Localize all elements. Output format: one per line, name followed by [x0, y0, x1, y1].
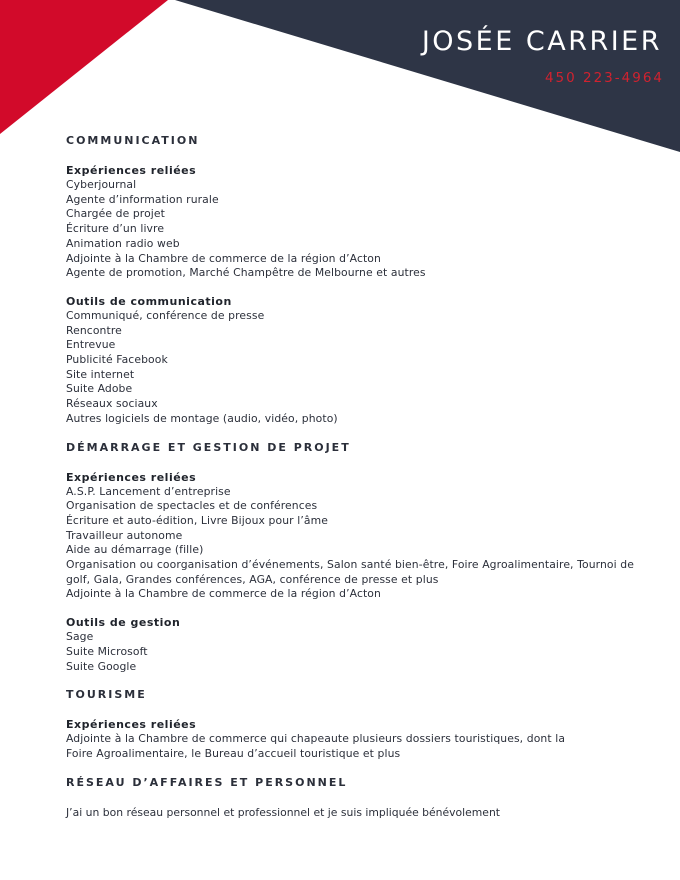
section-project-management: [66, 441, 636, 675]
section-title: RÉSEAU D’AFFAIRES ET PERSONNEL: [66, 775, 348, 789]
group-tools: [66, 616, 636, 674]
list-item: Aide au démarrage (fille): [66, 543, 204, 557]
section-title: TOURISME: [66, 688, 147, 702]
list-item: Entrevue: [66, 338, 116, 352]
section-network: [66, 776, 636, 821]
list-item: Suite Google: [66, 659, 137, 673]
list-item: Travailleur autonome: [66, 528, 183, 542]
section-title: COMMUNICATION: [66, 134, 200, 147]
list-item: Réseaux sociaux: [66, 397, 158, 411]
list-item: Organisation de spectacles et de conférences: [66, 499, 318, 513]
list-item: Cyberjournal: [66, 178, 137, 191]
group-title: Outils de gestion: [66, 616, 181, 630]
phone-number: 450 223-4964: [544, 70, 664, 86]
group-experiences: [66, 164, 636, 281]
group-title: Expériences reliées: [66, 164, 197, 177]
group-tools: [66, 295, 636, 427]
section-communication: [66, 134, 636, 427]
list-item: Adjointe à la Chambre de commerce qui chapeaute plusieurs dossiers touristiques, dont la Foire Agroalimentaire, le Bureau d’accueil touristique et plus: [66, 732, 566, 760]
section-title: DÉMARRAGE ET GESTION DE PROJET: [66, 440, 351, 454]
list-item: Agente d’information rurale: [66, 192, 219, 206]
list-item: Adjointe à la Chambre de commerce de la région d’Acton: [66, 587, 381, 601]
list-item: A.S.P. Lancement d’entreprise: [66, 484, 231, 498]
list-item: Publicité Facebook: [66, 353, 168, 367]
list-item: Suite Microsoft: [66, 644, 148, 658]
list-item: Suite Adobe: [66, 382, 133, 396]
list-item: Adjointe à la Chambre de commerce de la région d’Acton: [66, 251, 381, 265]
candidate-name: JOSÉE CARRIER: [421, 26, 662, 57]
network-paragraph: J’ai un bon réseau personnel et professionnel et je suis impliquée bénévolement: [66, 805, 501, 819]
list-item: Communiqué, conférence de presse: [66, 308, 265, 322]
list-item: Autres logiciels de montage (audio, vidéo, photo): [66, 411, 338, 425]
list-item: Animation radio web: [66, 236, 180, 250]
list-item: Sage: [66, 630, 94, 644]
list-item: Rencontre: [66, 323, 122, 337]
list-item: Écriture d’un livre: [66, 222, 165, 236]
group-title: Expériences reliées: [66, 470, 197, 484]
section-tourism: [66, 688, 636, 761]
group-experiences: [66, 718, 636, 761]
group-title: Expériences reliées: [66, 718, 197, 732]
list-item: Agente de promotion, Marché Champêtre de Melbourne et autres: [66, 266, 426, 280]
list-item: Chargée de projet: [66, 207, 165, 221]
red-triangle: [0, 0, 168, 134]
list-item: Organisation ou coorganisation d’événements, Salon santé bien-être, Foire Agroalimentaire, Tournoi de golf, Gala, Grandes conférences, AGA, conférence de presse et plus: [66, 558, 634, 586]
list-item: Écriture et auto-édition, Livre Bijoux pour l’âme: [66, 513, 328, 527]
list-item: Site internet: [66, 367, 135, 381]
group-title: Outils de communication: [66, 294, 232, 308]
group-experiences: [66, 471, 636, 603]
resume-content: [66, 134, 636, 820]
